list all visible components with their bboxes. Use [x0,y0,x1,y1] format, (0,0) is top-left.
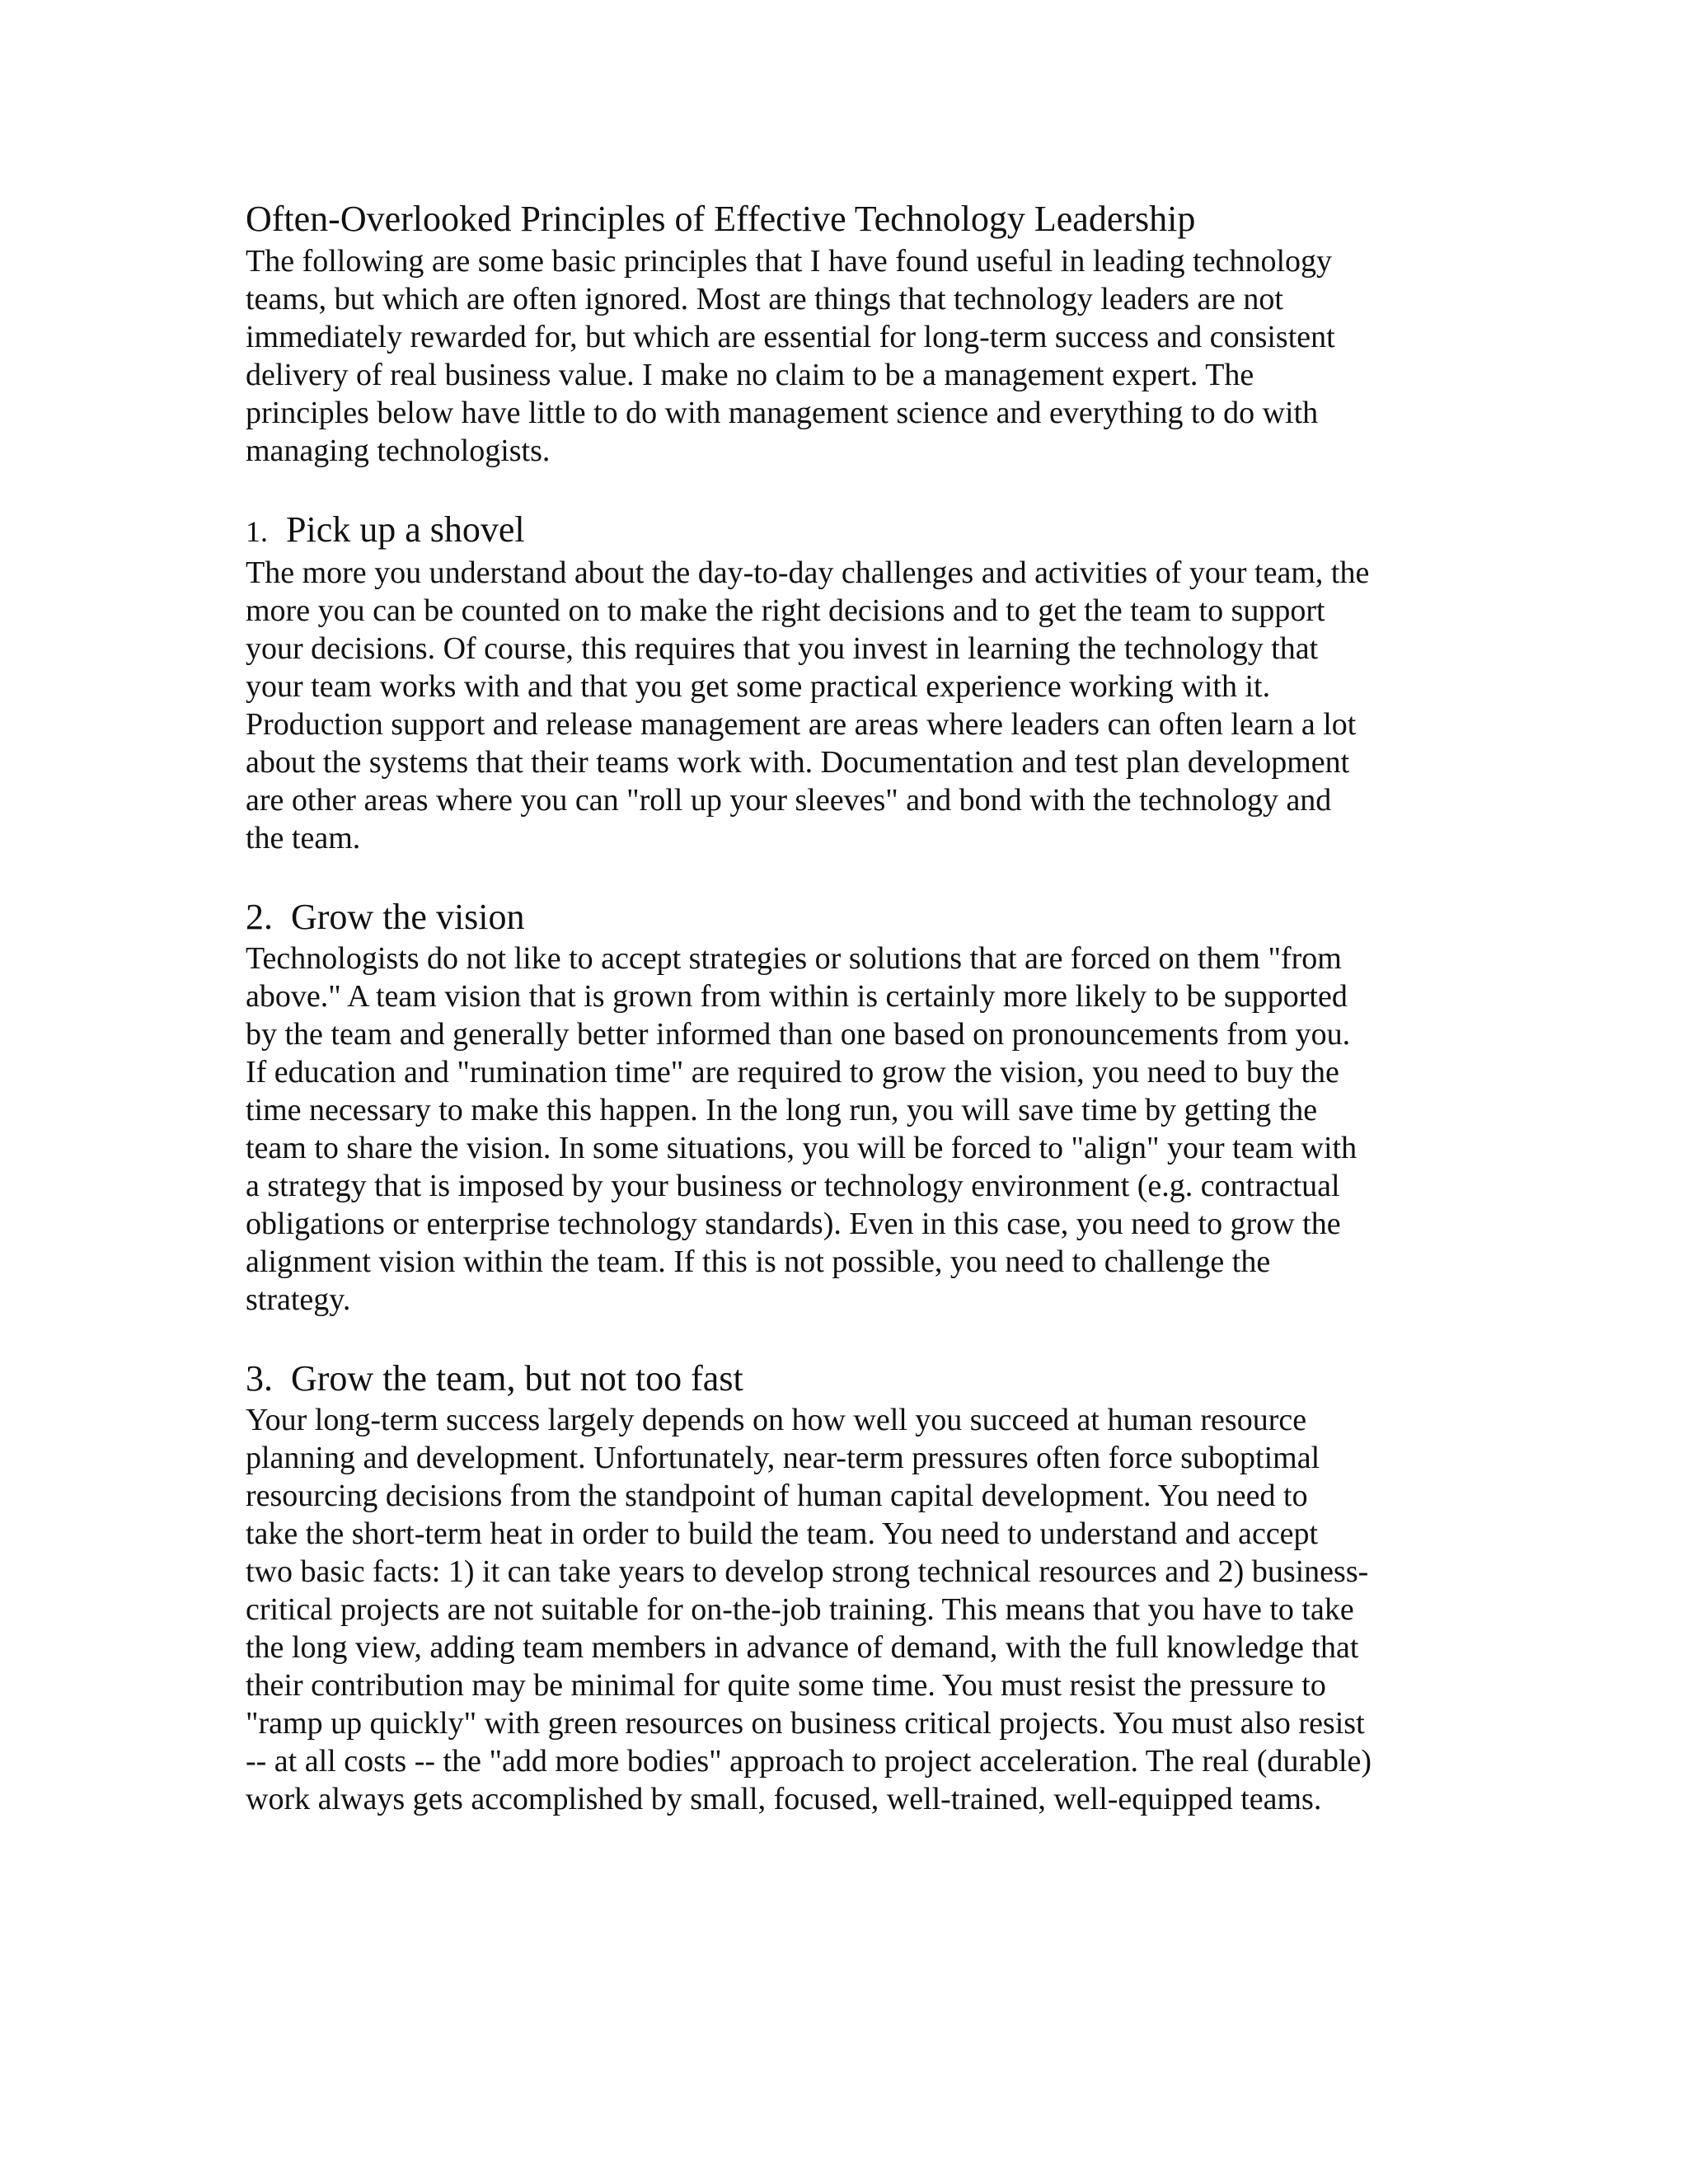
intro-line: managing technologists. [246,434,551,468]
document-page [246,196,1432,1818]
body-line: obligations or enterprise technology standards). Even in this case, you need to grow the [246,1207,1341,1241]
body-line: -- at all costs -- the "add more bodies" approach to project acceleration. The real (durable) [246,1744,1372,1779]
body-line: more you can be counted on to make the right decisions and to get the team to support [246,593,1325,628]
body-line: the long view, adding team members in advance of demand, with the full knowledge that [246,1630,1359,1665]
body-line: Your long-term success largely depends on how well you succeed at human resource [246,1403,1307,1437]
intro-line: delivery of real business value. I make no claim to be a management expert. The [246,358,1254,392]
body-line: about the systems that their teams work with. Documentation and test plan development [246,745,1350,780]
section-grow-the-vision [246,895,1432,1319]
body-line: your decisions. Of course, this requires that you invest in learning the technology that [246,631,1319,666]
section-title: Pick up a shovel [286,509,525,550]
body-line: above." A team vision that is grown from within is certainly more likely to be supported [246,979,1348,1014]
body-line: their contribution may be minimal for quite some time. You must resist the pressure to [246,1668,1326,1703]
body-line: Technologists do not like to accept strategies or solutions that are forced on them "from [246,941,1342,976]
section-body [246,1401,1432,1818]
body-line: alignment vision within the team. If this is not possible, you need to challenge the [246,1244,1271,1279]
intro-line: teams, but which are often ignored. Most are things that technology leaders are not [246,282,1283,316]
body-line: by the team and generally better informed than one based on pronouncements from you. [246,1017,1351,1052]
section-grow-the-team [246,1357,1432,1818]
body-line: resourcing decisions from the standpoint of human capital development. You need to [246,1479,1308,1513]
body-line: "ramp up quickly" with green resources on business critical projects. You must also resist [246,1706,1365,1741]
body-line: a strategy that is imposed by your business or technology environment (e.g. contractual [246,1169,1340,1203]
intro-line: principles below have little to do with management science and everything to do with [246,396,1319,430]
body-line: two basic facts: 1) it can take years to develop strong technical resources and 2) business- [246,1554,1369,1589]
section-number: 3. [246,1358,273,1399]
section-number: 1. [246,515,268,548]
intro-paragraph [246,242,1432,470]
body-line: are other areas where you can "roll up your sleeves" and bond with the technology and [246,783,1332,818]
body-line: Production support and release management are areas where leaders can often learn a lot [246,707,1357,742]
section-heading [246,508,1432,554]
body-line: the team. [246,821,361,855]
section-heading [246,1357,1432,1401]
section-body [246,554,1432,857]
section-body [246,940,1432,1319]
section-number: 2. [246,897,273,937]
body-line: strategy. [246,1282,351,1317]
body-line: If education and "rumination time" are required to grow the vision, you need to buy the [246,1055,1339,1090]
body-line: your team works with and that you get some practical experience working with it. [246,669,1271,704]
section-title: Grow the vision [291,897,525,937]
section-pick-up-a-shovel [246,508,1432,857]
intro-line: immediately rewarded for, but which are essential for long-term success and consistent [246,320,1335,354]
body-line: critical projects are not suitable for on-the-job training. This means that you have to take [246,1592,1354,1627]
body-line: team to share the vision. In some situations, you will be forced to "align" your team with [246,1131,1357,1165]
document-title: Often-Overlooked Principles of Effective Technology Leadership [246,199,1196,239]
section-title: Grow the team, but not too fast [291,1358,743,1399]
intro-line: The following are some basic principles that I have found useful in leading technology [246,244,1333,279]
body-line: time necessary to make this happen. In the long run, you will save time by getting the [246,1093,1318,1127]
section-heading [246,895,1432,940]
body-line: take the short-term heat in order to build the team. You need to understand and accept [246,1516,1319,1551]
body-line: work always gets accomplished by small, focused, well-trained, well-equipped teams. [246,1782,1322,1816]
body-line: The more you understand about the day-to-day challenges and activities of your team, the [246,555,1370,590]
body-line: planning and development. Unfortunately, near-term pressures often force suboptimal [246,1441,1320,1475]
